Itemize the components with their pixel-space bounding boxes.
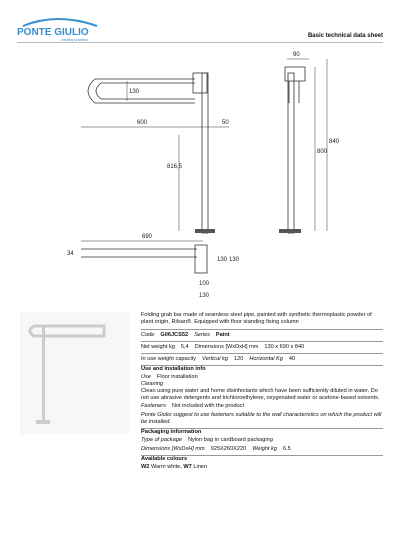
colours-row: W2 Warm white, W7 Linen	[141, 463, 208, 470]
dim-50: 50	[222, 120, 229, 126]
fasteners-row: Fasteners Not included with the product	[141, 402, 245, 409]
dim-690: 690	[142, 234, 153, 240]
product-photo	[20, 312, 130, 434]
brand-logo	[17, 8, 103, 42]
cleaning-label: Cleaning	[141, 380, 164, 387]
dim-800: 800	[317, 149, 328, 155]
cleaning-text: Clean using pure water and home disinfectants which have been sufficiently diluted in water. Do not use abrasive detergents and trichloroethylene, oxygenated water or acetone-based solvents.	[141, 388, 380, 402]
code-row: Code G06JCS52 Series Paint	[141, 330, 383, 342]
brand-name: PONTE GIULIO	[17, 27, 89, 38]
use-row: Use Floor installation	[141, 373, 198, 380]
dim-816: 816,5	[167, 164, 183, 170]
package-dims-row: Dimensions [WxDxH] mm 925X260X220 Weight kg 6,5	[141, 444, 383, 456]
dim-130-c: 130	[199, 293, 210, 299]
fasteners-note: Ponte Giulio suggest to use fasteners suitable to the wall characteristics on which the product will be installed.	[141, 410, 383, 430]
packaging-title: Packaging information	[141, 429, 202, 436]
capacity-row: In use weight capacity Vertical kg 120 Horizontal Kg 40	[141, 354, 383, 366]
use-title: Use and installation info	[141, 366, 206, 373]
page-title: Basic technical data sheet	[307, 33, 383, 39]
dim-100: 100	[199, 281, 210, 287]
dim-130-a: 130	[217, 257, 228, 263]
dim-90: 90	[293, 52, 300, 58]
dim-130-b: 130	[229, 257, 240, 263]
package-type-row: Type of package Nylon bag in cardboard packaging	[141, 436, 273, 443]
technical-drawing	[17, 42, 383, 303]
brand-tagline: creating solutions	[61, 38, 89, 42]
dim-840: 840	[329, 139, 340, 145]
product-description: Folding grab bar made of seamless steel pipe, painted with synthetic thermoplastic powder of plant origin, Rilsan®. Equipped with floor standing fixing column	[141, 310, 383, 330]
drawing-svg	[17, 43, 383, 303]
colours-title: Available colours	[141, 456, 188, 463]
dim-600: 600	[137, 120, 148, 126]
product-info	[141, 310, 383, 471]
dim-34: 34	[67, 251, 74, 257]
weight-row: Net weight kg 5,4 Dimensions [WxDxH] mm 130 x 690 x 840	[141, 342, 383, 354]
dim-130-front: 130	[129, 89, 140, 95]
